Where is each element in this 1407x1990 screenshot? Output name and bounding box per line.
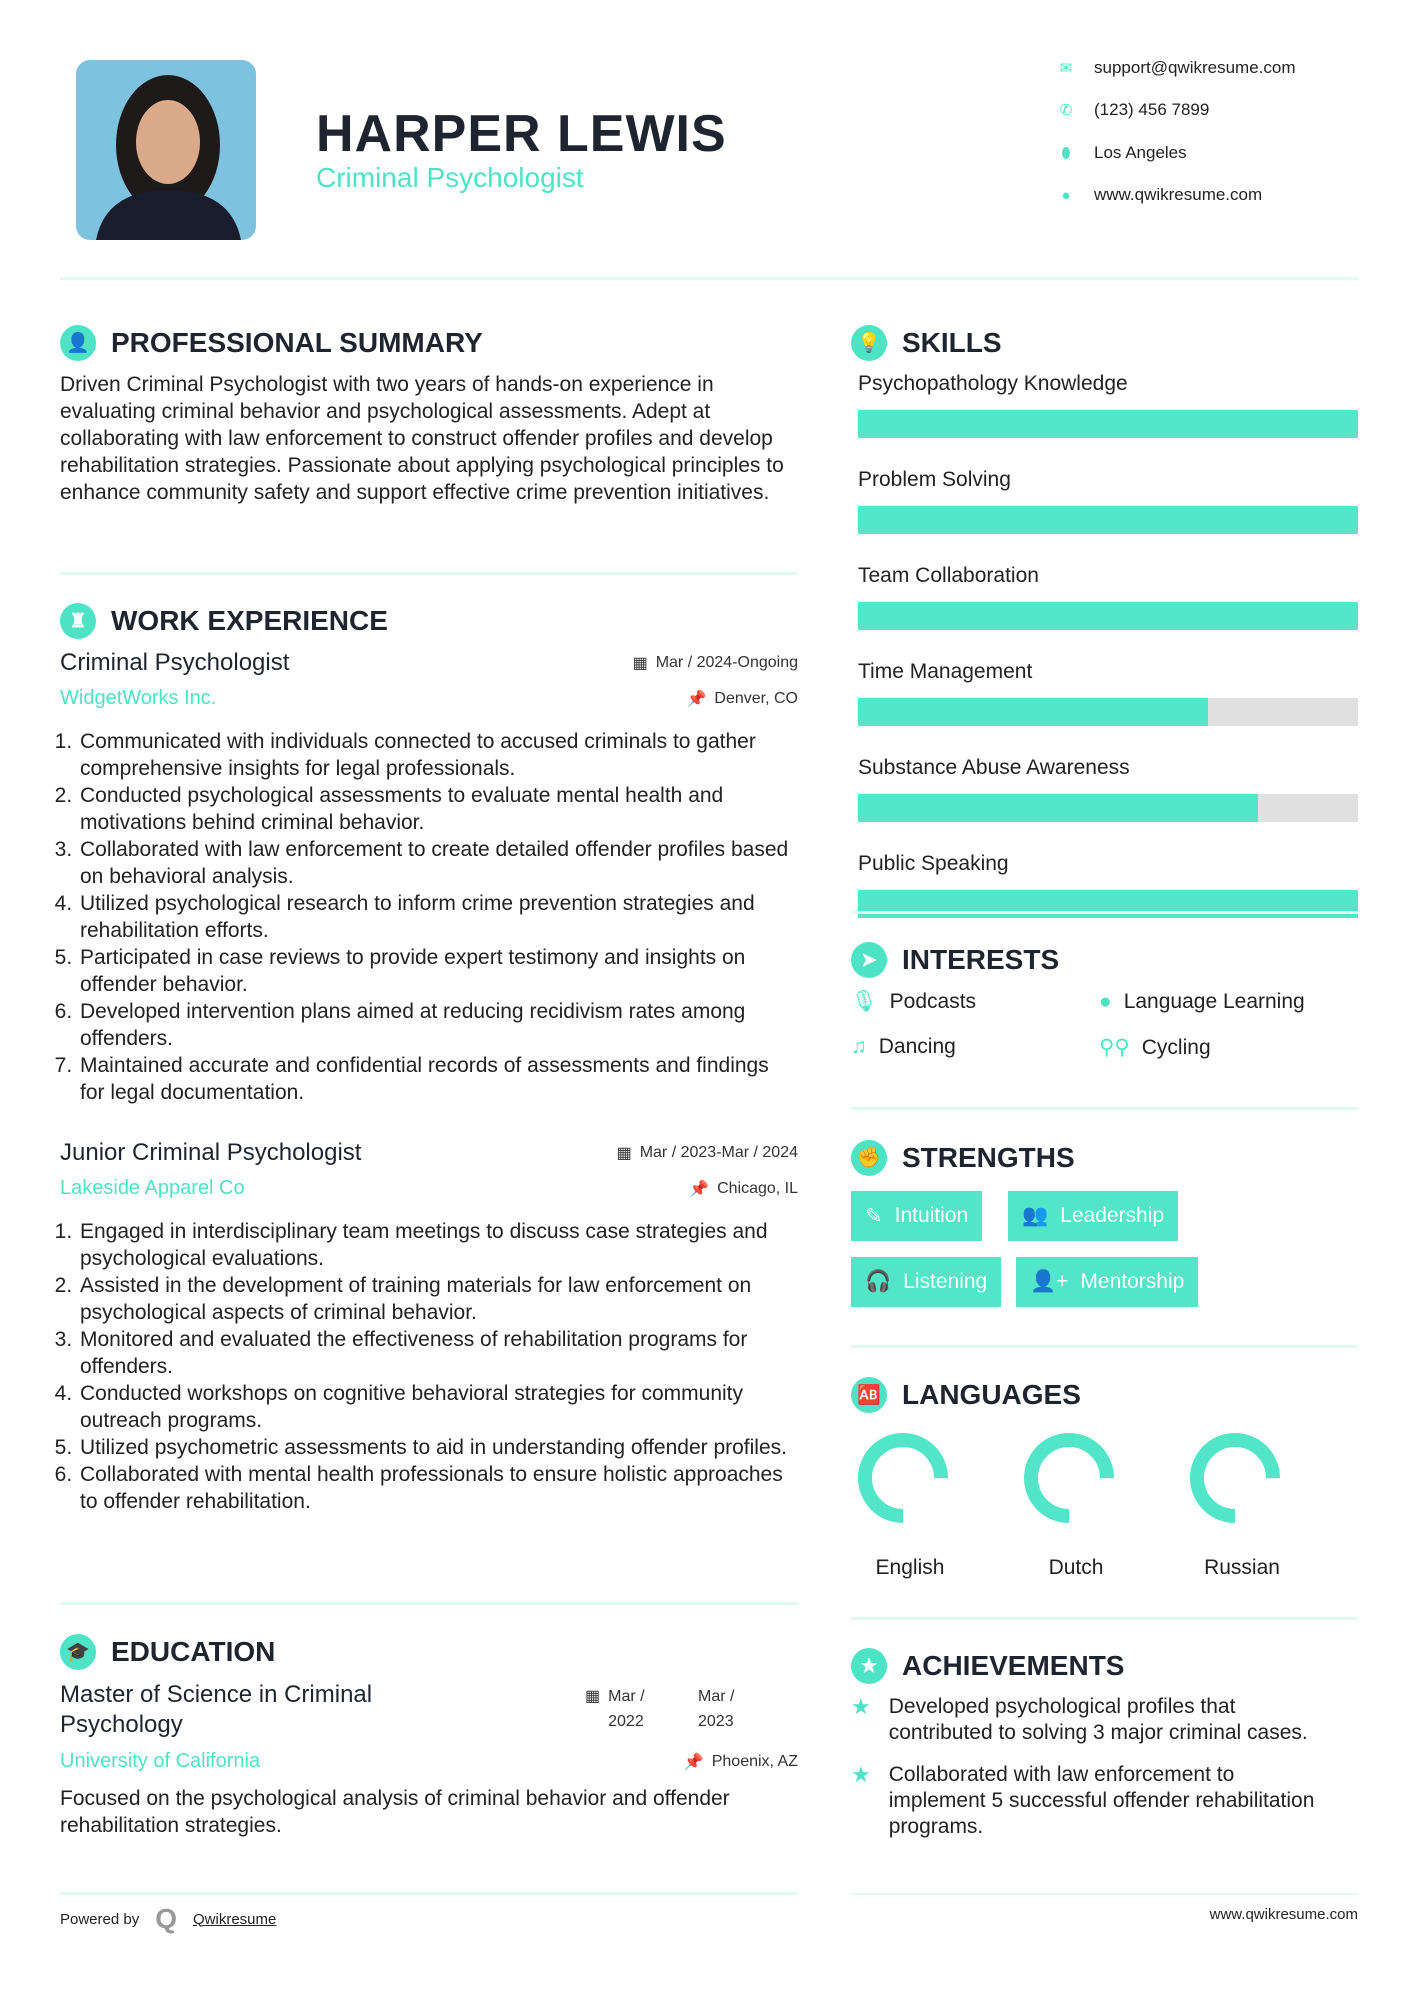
job-dates: ▦ Mar / 2023-Mar / 2024: [616, 1144, 798, 1162]
language-ring: [1187, 1428, 1297, 1528]
chair-icon: ♜: [60, 603, 96, 639]
map-pin-icon: ⬮: [1061, 144, 1071, 162]
powered-by: Powered by Q Qwikresume: [60, 1903, 277, 1934]
language-label: Russian: [1204, 1556, 1280, 1579]
skill-bar-fill: [858, 794, 1258, 822]
skill-bar: [858, 794, 1358, 822]
language-ring: [1021, 1428, 1131, 1528]
divider: [851, 1345, 1358, 1348]
skill-bar-fill: [858, 602, 1358, 630]
divider: [851, 1893, 1358, 1895]
email-text: support@qwikresume.com: [1094, 58, 1296, 77]
skill-bar-fill: [858, 698, 1208, 726]
achievements-heading: ★ ACHIEVEMENTS: [851, 1648, 1124, 1684]
strengths-heading: ✊ STRENGTHS: [851, 1140, 1075, 1176]
languages-list: [855, 1428, 1297, 1580]
user-icon: 👤: [60, 325, 96, 361]
divider: [60, 1892, 798, 1895]
phone-text: (123) 456 7899: [1094, 100, 1210, 119]
job-duties: 1. Engaged in interdisciplinary team meetings to discuss case strategies and psychological evaluations. 2. Assisted in the development of training materials for law enforcement on psychological aspects of criminal behavior. 3. Monitored and evaluated the effectiveness of rehabilitation programs for offenders. 4. Conducted workshops on cognitive behavioral strategies for community outreach programs. 5. Utilized psychometric assessments to aid in understanding offender profiles. 6. Collaborated with mental health professionals to ensure holistic approaches to offender rehabilitation.: [60, 1218, 798, 1515]
calendar-icon: ▦: [632, 655, 648, 672]
language-label: English: [875, 1556, 945, 1579]
contact-email[interactable]: [1058, 58, 1296, 78]
magic-wand-icon: ✎: [865, 1204, 883, 1228]
headphones-icon: 🎧: [865, 1270, 892, 1293]
phone-icon: ✆: [1059, 102, 1073, 119]
pin-icon: 📌: [689, 1180, 710, 1198]
edu-location: 📌 Phoenix, AZ: [683, 1753, 798, 1771]
skill-label: Public Speaking: [858, 852, 1009, 875]
candidate-title: Criminal Psychologist: [316, 162, 584, 193]
skill-label: Team Collaboration: [858, 564, 1039, 587]
interest-item: ⚲⚲ Cycling: [1099, 1035, 1211, 1059]
strength-chip: 👥 Leadership: [1008, 1191, 1178, 1241]
candidate-name: HARPER LEWIS: [316, 105, 727, 163]
job-entry: [60, 1139, 798, 1515]
job-entry: [60, 649, 798, 1106]
divider: [60, 572, 798, 575]
fist-icon: ✊: [851, 1140, 887, 1176]
strength-chip: ✎ Intuition: [851, 1191, 982, 1241]
languages-heading: 🆎 LANGUAGES: [851, 1377, 1081, 1413]
skill-label: Problem Solving: [858, 468, 1011, 491]
education-text: Focused on the psychological analysis of criminal behavior and offender rehabilitation strategies.: [60, 1787, 730, 1837]
edu-start: ▦ Mar / 2022: [585, 1684, 655, 1734]
lightbulb-icon: 💡: [851, 325, 887, 361]
skill-item: [858, 756, 1358, 822]
summary-heading: 👤 PROFESSIONAL SUMMARY: [60, 325, 483, 361]
skill-label: Time Management: [858, 660, 1033, 683]
star-badge-icon: ★: [851, 1648, 887, 1684]
education-heading: 🎓 EDUCATION: [60, 1634, 275, 1670]
language-item: [1187, 1428, 1297, 1580]
skills-heading: 💡 SKILLS: [851, 325, 1002, 361]
job-duties: 1. Communicated with individuals connected to accused criminals to gather comprehensive insights for legal professionals. 2. Conducted psychological assessments to evaluate mental health and motivations behind criminal behavior. 3. Collaborated with law enforcement to create detailed offender profiles based on behavioral analysis. 4. Utilized psychological research to inform crime prevention strategies and rehabilitation efforts. 5. Participated in case reviews to provide expert testimony and insights on offender behavior. 6. Developed intervention plans aimed at reducing recidivism rates among offenders. 7. Maintained accurate and confidential records of assessments and findings for legal documentation.: [60, 728, 798, 1106]
header-divider: [60, 277, 1358, 280]
interests-heading: ➤ INTERESTS: [851, 942, 1059, 978]
paper-plane-icon: ➤: [851, 942, 887, 978]
pin-icon: 📌: [686, 690, 707, 708]
language-label: Dutch: [1048, 1556, 1104, 1579]
skill-bar-fill: [858, 506, 1358, 534]
degree-title: Master of Science in Criminal Psychology: [60, 1681, 373, 1738]
job-dates: ▦ Mar / 2024-Ongoing: [632, 654, 798, 672]
divider: [851, 1107, 1358, 1110]
skill-label: Psychopathology Knowledge: [858, 372, 1128, 395]
edu-end: Mar / 2023: [698, 1688, 735, 1730]
language-item: [855, 1428, 965, 1580]
pin-icon: 📌: [683, 1754, 704, 1771]
job-title: Junior Criminal Psychologist: [60, 1139, 362, 1166]
interest-item: ♫ Dancing: [851, 1035, 956, 1058]
skill-label: Substance Abuse Awareness: [858, 756, 1130, 779]
profile-photo: [76, 60, 256, 240]
language-item: [1021, 1428, 1131, 1580]
summary-text: Driven Criminal Psychologist with two years of hands-on experience in evaluating criminal behavior and psychological assessments. Adept at collaborating with law enforcement to construct offender profiles and develop rehabilitation strategies. Passionate about applying psychological principles to enhance community safety and support effective crime prevention initiatives.: [60, 373, 784, 504]
achievement-item: ★ Collaborated with law enforcement to implement 5 successful offender rehabilitation programs.: [851, 1762, 1315, 1838]
skill-item: [858, 852, 1358, 918]
footer-website-link[interactable]: www.qwikresume.com: [1209, 1906, 1358, 1923]
skill-bar: [858, 602, 1358, 630]
work-heading: ♜ WORK EXPERIENCE: [60, 603, 388, 639]
company-name: WidgetWorks Inc.: [60, 687, 217, 709]
divider: [851, 1617, 1358, 1620]
skill-item: [858, 468, 1358, 534]
qwikresume-link[interactable]: Qwikresume: [193, 1910, 277, 1928]
school-name: University of California: [60, 1750, 261, 1772]
globe-icon: ●: [1061, 186, 1071, 204]
interest-item: 🎙 Podcasts: [851, 990, 977, 1013]
calendar-icon: ▦: [585, 1688, 601, 1705]
user-plus-icon: 👤+: [1030, 1270, 1069, 1293]
divider: [60, 1602, 798, 1605]
skill-bar: [858, 698, 1358, 726]
graduation-icon: 🎓: [60, 1634, 96, 1670]
microphone-icon: 🎙: [851, 990, 878, 1013]
skill-item: [858, 372, 1358, 438]
website-text: www.qwikresume.com: [1094, 185, 1263, 204]
skill-bar: [858, 506, 1358, 534]
envelope-icon: ✉: [1059, 60, 1073, 77]
star-icon: ★: [851, 1694, 871, 1719]
strength-chip: 🎧 Listening: [851, 1257, 1001, 1307]
achievements-list: [851, 1694, 1331, 1856]
contact-website[interactable]: [1058, 185, 1262, 205]
job-location: 📌 Chicago, IL: [689, 1179, 798, 1198]
language-ring: [855, 1428, 965, 1528]
job-location: 📌 Denver, CO: [686, 689, 798, 708]
globe-icon: ●: [1099, 990, 1112, 1013]
bicycle-icon: ⚲⚲: [1099, 1036, 1130, 1059]
location-text: Los Angeles: [1094, 143, 1187, 162]
music-icon: ♫: [851, 1035, 867, 1058]
calendar-icon: ▦: [616, 1145, 632, 1162]
id-card-icon: 🆎: [851, 1377, 887, 1413]
strength-chip: 👤+ Mentorship: [1016, 1257, 1198, 1307]
achievement-item: ★ Developed psychological profiles that contributed to solving 3 major criminal cases.: [851, 1694, 1308, 1744]
star-icon: ★: [851, 1762, 871, 1787]
contact-phone[interactable]: [1058, 100, 1209, 120]
qwikresume-logo-icon: Q: [155, 1903, 177, 1934]
skill-bar-fill: [858, 410, 1358, 438]
skill-item: [858, 660, 1358, 726]
interest-item: ● Language Learning: [1099, 990, 1305, 1013]
contact-location: [1058, 143, 1187, 163]
job-title: Criminal Psychologist: [60, 649, 290, 676]
divider: [851, 911, 1358, 914]
skill-item: [858, 564, 1358, 630]
skills-list: [858, 372, 1358, 948]
users-icon: 👥: [1022, 1204, 1049, 1227]
skill-bar: [858, 410, 1358, 438]
company-name: Lakeside Apparel Co: [60, 1177, 245, 1199]
